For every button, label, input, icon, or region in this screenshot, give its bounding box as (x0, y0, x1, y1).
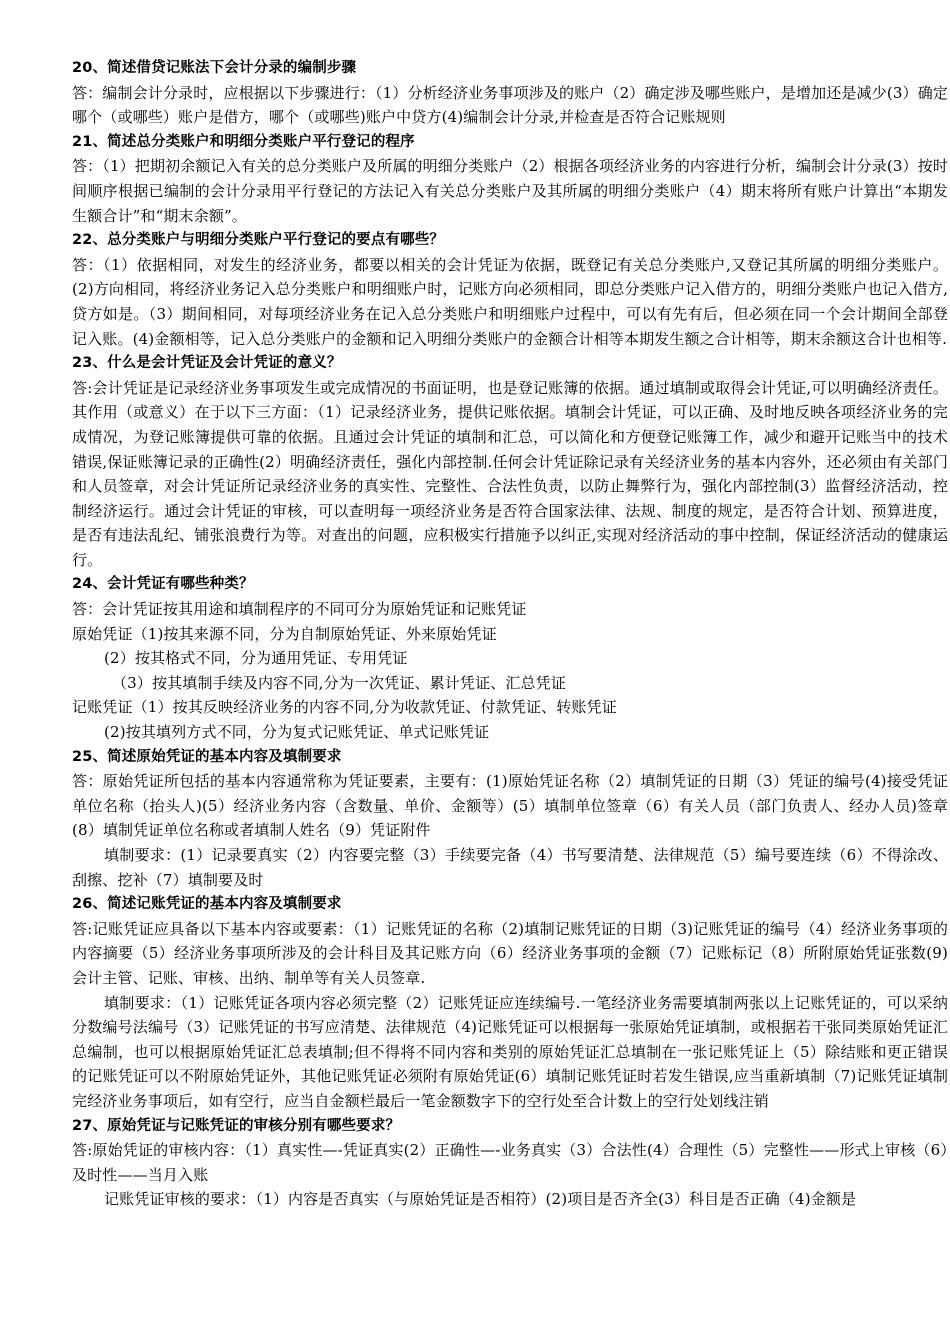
answer-paragraph: 答:会计凭证是记录经济业务事项发生或完成情况的书面证明，也是登记账簿的依据。通过填制或取得会计凭证,可以明确经济责任。其作用（或意义）在于以下三方面：（1）记录经济业务，提供记账依据。填制会计凭证，可以正确、及时地反映各项经济业务的完成情况，为登记账簿提供可靠的依据。且通过会计凭证的填制和汇总，可以简化和方便登记账簿工作，减少和避开记账当中的技术错误,保证账簿记录的正确性(2）明确经济责任，强化内部控制.任何会计凭证除记录有关经济业务的基本内容外，还必须由有关部门和人员签章，对会计凭证所记录经济业务的真实性、完整性、合法性负责，以防止舞弊行为，强化内部控制(3）监督经济活动，控制经济运行。通过会计凭证的审核，可以查明每一项经济业务是否符合国家法律、法规、制度的规定，是否符合计划、预算进度，是否有违法乱纪、铺张浪费行为等。对查出的问题，应积极实行措施予以纠正,实现对经济活动的事中控制，保证经济活动的健康运行。 (72, 378, 948, 569)
question-title: 25、简述原始凭证的基本内容及填制要求 (72, 748, 342, 765)
answer-line: 答：会计凭证按其用途和填制程序的不同可分为原始凭证和记账凭证 (72, 600, 527, 619)
requirements-paragraph: 填制要求：（1）记账凭证各项内容必须完整（2）记账凭证应连续编号.一笔经济业务需要填制两张以上记账凭证的，可以采纳分数编号法编号（3）记账凭证的书写应清楚、法律规范（4)记账凭证可以根据每一张原始凭证填制，或根据若干张同类原始凭证汇总编制，也可以根据原始凭证汇总表填制;但不得将不同内容和类别的原始凭证汇总填制在一张记账凭证上（5）除结账和更正错误的记账凭证可以不附原始凭证外，其他记账凭证必须附有原始凭证(6）填制记账凭证时若发生错误,应当重新填制（7)记账凭证填制完经济业务事项后，如有空行，应当自金额栏最后一笔金额数字下的空行处至合计数上的空行处划线注销 (72, 993, 948, 1110)
question-20 (72, 56, 948, 130)
question-27 (72, 1114, 948, 1212)
requirements-paragraph: 记账凭证审核的要求：（1）内容是否真实（与原始凭证是否相符）(2)项目是否齐全(3）科目是否正确（4)金额是 (104, 1190, 857, 1209)
question-title: 21、简述总分类账户和明细分类账户平行登记的程序 (72, 133, 415, 150)
question-title: 23、什么是会计凭证及会计凭证的意义？ (72, 355, 342, 372)
question-22 (72, 228, 948, 351)
answer-line: 记账凭证（1）按其反映经济业务的内容不同,分为收款凭证、付款凭证、转账凭证 (72, 698, 617, 717)
answer-line: (2）按其格式不同，分为通用凭证、专用凭证 (104, 649, 408, 668)
question-23 (72, 351, 948, 572)
question-title: 24、会计凭证有哪些种类？ (72, 576, 254, 593)
answer-paragraph: 答：原始凭证所包括的基本内容通常称为凭证要素，主要有：(1)原始凭证名称（2）填制凭证的日期（3）凭证的编号(4)接受凭证单位名称（抬头人)(5）经济业务内容（含数量、单价、金额等）(5）填制单位签章（6）有关人员（部门负责人、经办人员)签章(8）填制凭证单位名称或者填制人姓名（9）凭证附件 (72, 772, 948, 840)
question-26 (72, 892, 948, 1113)
question-title: 20、简述借贷记账法下会计分录的编制步骤 (72, 60, 357, 76)
question-title: 22、总分类账户与明细分类账户平行登记的要点有哪些？ (72, 232, 445, 249)
answer-paragraph: 答：（1）依据相同，对发生的经济业务，都要以相关的会计凭证为依据，既登记有关总分类账户,又登记其所属的明细分类账户。(2)方向相同，将经济业务记入总分类账户和明细账户时，记账方向必须相同，即总分类账户记入借方的，明细分类账户也记入借方,贷方如是。（3）期间相同，对每项经济业务在记入总分类账户和明细账户过程中，可以有先有后，但必须在同一个会计期间全部登记入账。(4)金额相等，记入总分类账户的金额和记入明细分类账户的金额合计相等本期发生额之合计相等，期末余额这合计也相等. (72, 255, 948, 348)
answer-line: 原始凭证（1)按其来源不同，分为自制原始凭证、外来原始凭证 (72, 624, 497, 643)
question-title: 27、原始凭证与记账凭证的审核分别有哪些要求？ (72, 1117, 401, 1134)
answer-paragraph: 答：编制会计分录时，应根据以下步骤进行：（1）分析经济业务事项涉及的账户（2）确定涉及哪些账户，是增加还是减少(3）确定哪个（或哪些）账户是借方，哪个（或哪些)账户中贷方(4)编制会计分录,并检查是否符合记账规则 (72, 83, 948, 127)
answer-line: (2)按其填列方式不同，分为复式记账凭证、单式记账凭证 (104, 723, 490, 742)
answer-line: （3）按其填制手续及内容不同,分为一次凭证、累计凭证、汇总凭证 (112, 673, 566, 692)
question-title: 26、简述记账凭证的基本内容及填制要求 (72, 896, 342, 913)
answer-paragraph: 答：（1）把期初余额记入有关的总分类账户及所属的明细分类账户（2）根据各项经济业务的内容进行分析，编制会计分录(3）按时间顺序根据已编制的会计分录用平行登记的方法记入有关总分类账户及其所属的明细分类账户（4）期末将所有账户计算出“本期发生额合计”和“期末余额”。 (72, 157, 948, 225)
question-25 (72, 745, 948, 893)
document-page (72, 56, 948, 1212)
requirements-paragraph: 填制要求：(1）记录要真实（2）内容要完整（3）手续要完备（4）书写要清楚、法律规范（5）编号要连续（6）不得涂改、刮擦、挖补（7）填制要及时 (72, 846, 948, 889)
answer-paragraph: 答:原始凭证的审核内容：（1）真实性—-凭证真实(2）正确性—-业务真实（3）合法性(4）合理性（5）完整性——形式上审核（6）及时性——当月入账 (72, 1141, 948, 1184)
question-24 (72, 572, 948, 744)
question-21 (72, 130, 948, 228)
answer-paragraph: 答:记账凭证应具备以下基本内容或要素：（1）记账凭证的名称（2)填制记账凭证的日期（3)记账凭证的编号（4）经济业务事项的内容摘要（5）经济业务事项所涉及的会计科目及其记账方向（6）经济业务事项的金额（7）记账标记（8）所附原始凭证张数(9)会计主管、记账、审核、出纳、制单等有关人员签章. (72, 919, 948, 987)
